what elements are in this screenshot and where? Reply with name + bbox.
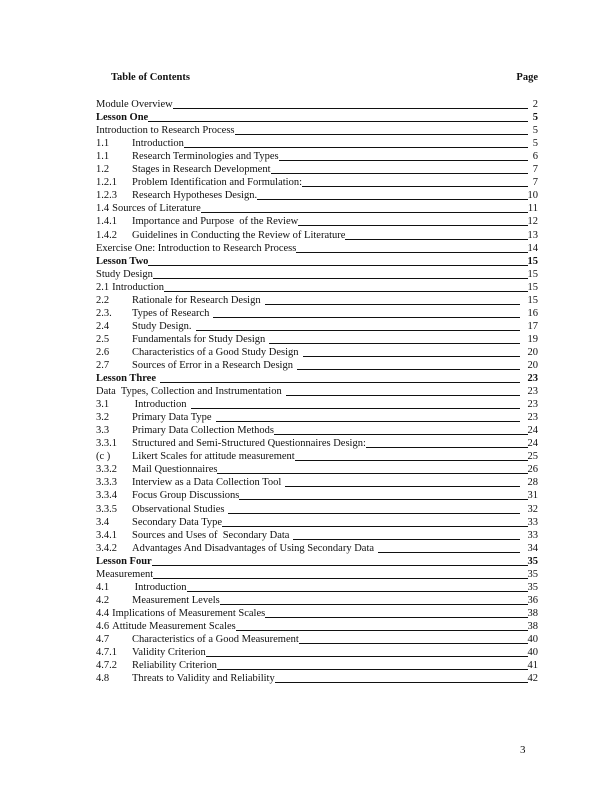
toc-entry-number: 3.4 [96,516,110,528]
toc-entry-page: 36 [527,594,538,606]
toc-leader-line [148,264,527,266]
toc-entry-label: Rationale for Research Design [132,294,261,306]
toc-leader-line [274,433,527,435]
toc-entry-label: Focus Group Discussions [132,490,240,502]
toc-leader-line [296,251,527,253]
toc-entry-page: 5 [532,138,538,150]
toc-entry-page: 40 [527,633,538,645]
toc-entry-page: 17 [527,320,538,332]
toc-entry-label: Module Overview [96,99,173,111]
toc-entry-number: 1.1 [96,151,110,163]
toc-entry-page: 15 [527,255,538,267]
toc-entry[interactable] [96,98,538,111]
toc-entry-page: 20 [527,346,538,358]
toc-entry-page: 7 [532,177,538,189]
toc-entry-page: 35 [527,555,538,567]
toc-entry-label: Observational Studies [132,503,225,515]
toc-entry[interactable] [96,516,538,529]
toc-entry[interactable] [96,137,538,150]
toc-leader-line [173,107,528,109]
toc-entry-page: 42 [527,673,538,685]
toc-entry-label: Mail Questionnaires [132,464,218,476]
toc-entry[interactable] [96,463,538,476]
toc-entry[interactable] [96,607,538,620]
toc-entry[interactable] [96,529,538,542]
toc-entry-number: 4.2 [96,594,110,606]
toc-entry-number: 3.2 [96,412,110,424]
toc-leader-line [222,525,527,527]
toc-entry[interactable] [96,568,538,581]
toc-entry-number: 2.7 [96,359,110,371]
toc-leader-line [153,277,528,279]
toc-entry[interactable] [96,202,538,215]
toc-list [96,98,538,685]
toc-entry-number: 4.7.1 [96,647,117,659]
toc-entry[interactable] [96,281,538,294]
toc-entry-page: 24 [527,425,538,437]
toc-entry-label: Introduction [112,281,165,293]
toc-entry-label: Research Terminologies and Types [132,151,279,163]
toc-entry-page: 31 [527,490,538,502]
toc-entry-label: Sources and Uses of Secondary Data [132,529,290,541]
toc-entry-number: 3.3.1 [96,438,117,450]
page-number: 3 [520,744,526,756]
toc-entry-page: 41 [527,660,538,672]
toc-entry-page: 7 [532,164,538,176]
toc-leader-line [236,629,528,631]
toc-entry-label: Threats to Validity and Reliability [132,673,275,685]
toc-leader-line [257,198,527,200]
toc-header [96,72,538,86]
toc-entry[interactable] [96,255,538,268]
toc-page-column-label: Page [516,72,538,83]
toc-entry[interactable] [96,320,538,333]
toc-entry-page: 19 [527,333,538,345]
toc-entry-label: Likert Scales for attitude measurement [132,451,295,463]
toc-entry[interactable] [96,176,538,189]
toc-entry[interactable] [96,620,538,633]
toc-entry-page: 33 [527,516,538,528]
toc-entry[interactable] [96,228,538,241]
toc-entry-label: Data Types, Collection and Instrumentation [96,386,282,398]
toc-leader-line [345,238,527,240]
toc-entry-page: 33 [527,529,538,541]
toc-entry-label: Lesson One [96,112,149,124]
toc-entry-label: Sources of Error in a Research Design [132,359,293,371]
toc-entry-number: 3.1 [96,399,110,411]
toc-leader-line [286,394,520,396]
toc-entry[interactable] [96,555,538,568]
toc-leader-line [217,668,528,670]
toc-entry-page: 38 [527,620,538,632]
toc-entry-label: Advantages And Disadvantages of Using Secondary Data [132,542,375,554]
toc-entry-label: Importance and Purpose of the Review [132,216,299,228]
toc-entry-number: 4.4 [96,607,110,619]
toc-leader-line [366,446,528,448]
toc-leader-line [213,316,520,318]
toc-entry-label: Guidelines in Conducting the Review of Literature [132,229,346,241]
toc-leader-line [303,355,520,357]
toc-entry-label: Reliability Criterion [132,660,217,672]
toc-leader-line [216,420,520,422]
toc-entry-number: 2.1 [96,281,110,293]
toc-entry-page: 40 [527,647,538,659]
toc-entry-number: (c ) [96,451,111,463]
toc-leader-line [239,498,527,500]
toc-entry-label: Primary Data Collection Methods [132,425,275,437]
toc-entry-label: Stages in Research Development [132,164,271,176]
toc-leader-line [269,342,520,344]
toc-entry-page: 35 [527,568,538,580]
toc-leader-line [220,603,528,605]
toc-entry-label: Validity Criterion [132,647,206,659]
toc-entry-label: Characteristics of a Good Measurement [132,633,299,645]
toc-entry-number: 3.3.5 [96,503,117,515]
toc-entry-label: Lesson Four [96,555,152,567]
toc-entry-page: 23 [527,386,538,398]
toc-entry-page: 6 [532,151,538,163]
toc-entry-number: 2.5 [96,333,110,345]
toc-leader-line [217,472,527,474]
toc-entry-label: Lesson Two [96,255,149,267]
toc-entry-number: 3.4.1 [96,529,117,541]
toc-entry[interactable] [96,346,538,359]
toc-entry-number: 2.4 [96,320,110,332]
toc-entry[interactable] [96,372,538,385]
toc-leader-line [160,381,520,383]
toc-entry-page: 13 [527,229,538,241]
toc-entry[interactable] [96,411,538,424]
toc-leader-line [235,133,528,135]
toc-entry[interactable] [96,163,538,176]
toc-entry-number: 3.3.3 [96,477,117,489]
toc-entry-number: 2.3. [96,307,112,319]
toc-leader-line [265,303,520,305]
toc-entry-label: Sources of Literature [112,203,201,215]
toc-entry-label: Interview as a Data Collection Tool [132,477,282,489]
toc-leader-line [201,211,528,213]
toc-entry-number: 1.4 [96,203,110,215]
toc-entry[interactable] [96,424,538,437]
toc-leader-line [271,172,529,174]
toc-leader-line [275,681,528,683]
toc-entry-label: Structured and Semi-Structured Questionnaires Design: [132,438,366,450]
toc-entry-page: 15 [527,268,538,280]
toc-entry-page: 38 [527,607,538,619]
toc-entry-number: 4.8 [96,673,110,685]
toc-entry[interactable] [96,294,538,307]
toc-leader-line [295,459,528,461]
toc-entry[interactable] [96,124,538,137]
toc-entry-number: 2.6 [96,346,110,358]
toc-entry-number: 1.4.1 [96,216,117,228]
toc-entry-page: 5 [532,112,538,124]
toc-entry-label: Secondary Data Type [132,516,223,528]
toc-entry-page: 15 [527,281,538,293]
toc-entry-number: 3.3.4 [96,490,117,502]
toc-title: Table of Contents [111,72,190,83]
toc-entry-label: Introduction [132,138,184,150]
toc-entry-page: 23 [527,373,538,385]
toc-entry[interactable] [96,542,538,555]
toc-entry-label: Introduction [132,581,187,593]
toc-entry[interactable] [96,502,538,515]
toc-entry-page: 10 [527,190,538,202]
toc-entry-label: Attitude Measurement Scales [112,620,236,632]
toc-leader-line [191,407,520,409]
toc-entry[interactable] [96,659,538,672]
toc-entry[interactable] [96,646,538,659]
toc-entry-number: 4.7.2 [96,660,117,672]
toc-entry-number: 3.3.2 [96,464,117,476]
toc-entry-page: 16 [527,307,538,319]
toc-entry-page: 32 [527,503,538,515]
toc-entry-number: 4.1 [96,581,110,593]
toc-entry-page: 15 [527,294,538,306]
toc-leader-line [164,290,527,292]
toc-leader-line [279,159,528,161]
toc-entry-label: Study Design [96,268,153,280]
toc-entry-page: 23 [527,399,538,411]
toc-entry-number: 1.2.3 [96,190,117,202]
toc-entry-page: 34 [527,542,538,554]
toc-entry[interactable] [96,215,538,228]
toc-entry-page: 5 [532,125,538,137]
toc-entry-label: Types of Research [132,307,210,319]
toc-entry[interactable] [96,359,538,372]
toc-leader-line [187,590,528,592]
toc-entry-number: 1.2.1 [96,177,117,189]
toc-entry[interactable] [96,489,538,502]
toc-entry-page: 14 [527,242,538,254]
toc-entry-label: Primary Data Type [132,412,212,424]
toc-entry-label: Measurement [96,568,154,580]
toc-entry-label: Characteristics of a Good Study Design [132,346,299,358]
toc-entry-page: 24 [527,438,538,450]
toc-entry[interactable] [96,398,538,411]
toc-entry[interactable] [96,476,538,489]
toc-entry-label: Measurement Levels [132,594,220,606]
toc-leader-line [152,564,528,566]
toc-entry[interactable] [96,189,538,202]
toc-leader-line [153,577,527,579]
toc-entry-label: Introduction [132,399,187,411]
toc-entry[interactable] [96,633,538,646]
toc-entry[interactable] [96,242,538,255]
toc-entry[interactable] [96,450,538,463]
toc-entry-number: 1.1 [96,138,110,150]
toc-entry-label: Study Design. [132,320,192,332]
toc-entry-page: 28 [527,477,538,489]
toc-entry-page: 20 [527,359,538,371]
toc-leader-line [302,185,528,187]
toc-entry-number: 1.4.2 [96,229,117,241]
toc-entry-label: Research Hypotheses Design. [132,190,258,202]
toc-entry-label: Lesson Three [96,373,156,385]
toc-leader-line [378,551,520,553]
toc-entry-page: 12 [527,216,538,228]
toc-entry[interactable] [96,268,538,281]
toc-leader-line [297,368,520,370]
toc-entry-number: 2.2 [96,294,110,306]
toc-leader-line [148,120,528,122]
toc-entry-page: 26 [527,464,538,476]
toc-entry[interactable] [96,307,538,320]
toc-entry-page: 35 [527,581,538,593]
toc-entry-label: Implications of Measurement Scales [112,607,266,619]
toc-entry-label: Introduction to Research Process [96,125,235,137]
toc-entry-number: 3.4.2 [96,542,117,554]
toc-entry[interactable] [96,594,538,607]
toc-leader-line [285,485,520,487]
toc-leader-line [293,538,520,540]
toc-entry-page: 25 [527,451,538,463]
toc-entry-label: Problem Identification and Formulation: [132,177,303,189]
toc-entry[interactable] [96,385,538,398]
toc-leader-line [196,329,520,331]
toc-entry-page: 23 [527,412,538,424]
toc-entry-number: 3.3 [96,425,110,437]
toc-leader-line [298,224,527,226]
toc-leader-line [299,642,528,644]
toc-entry-number: 1.2 [96,164,110,176]
toc-entry[interactable] [96,437,538,450]
toc-entry[interactable] [96,672,538,685]
toc-entry[interactable] [96,333,538,346]
toc-entry[interactable] [96,150,538,163]
toc-entry-label: Exercise One: Introduction to Research Process [96,242,297,254]
toc-entry-number: 4.6 [96,620,110,632]
toc-entry-label: Fundamentals for Study Design [132,333,266,345]
toc-leader-line [228,512,520,514]
toc-leader-line [206,655,528,657]
toc-entry-page: 2 [532,99,538,111]
toc-entry[interactable] [96,111,538,124]
toc-entry[interactable] [96,581,538,594]
toc-leader-line [184,146,528,148]
toc-entry-number: 4.7 [96,633,110,645]
toc-entry-page: 11 [527,203,538,215]
toc-leader-line [265,616,527,618]
